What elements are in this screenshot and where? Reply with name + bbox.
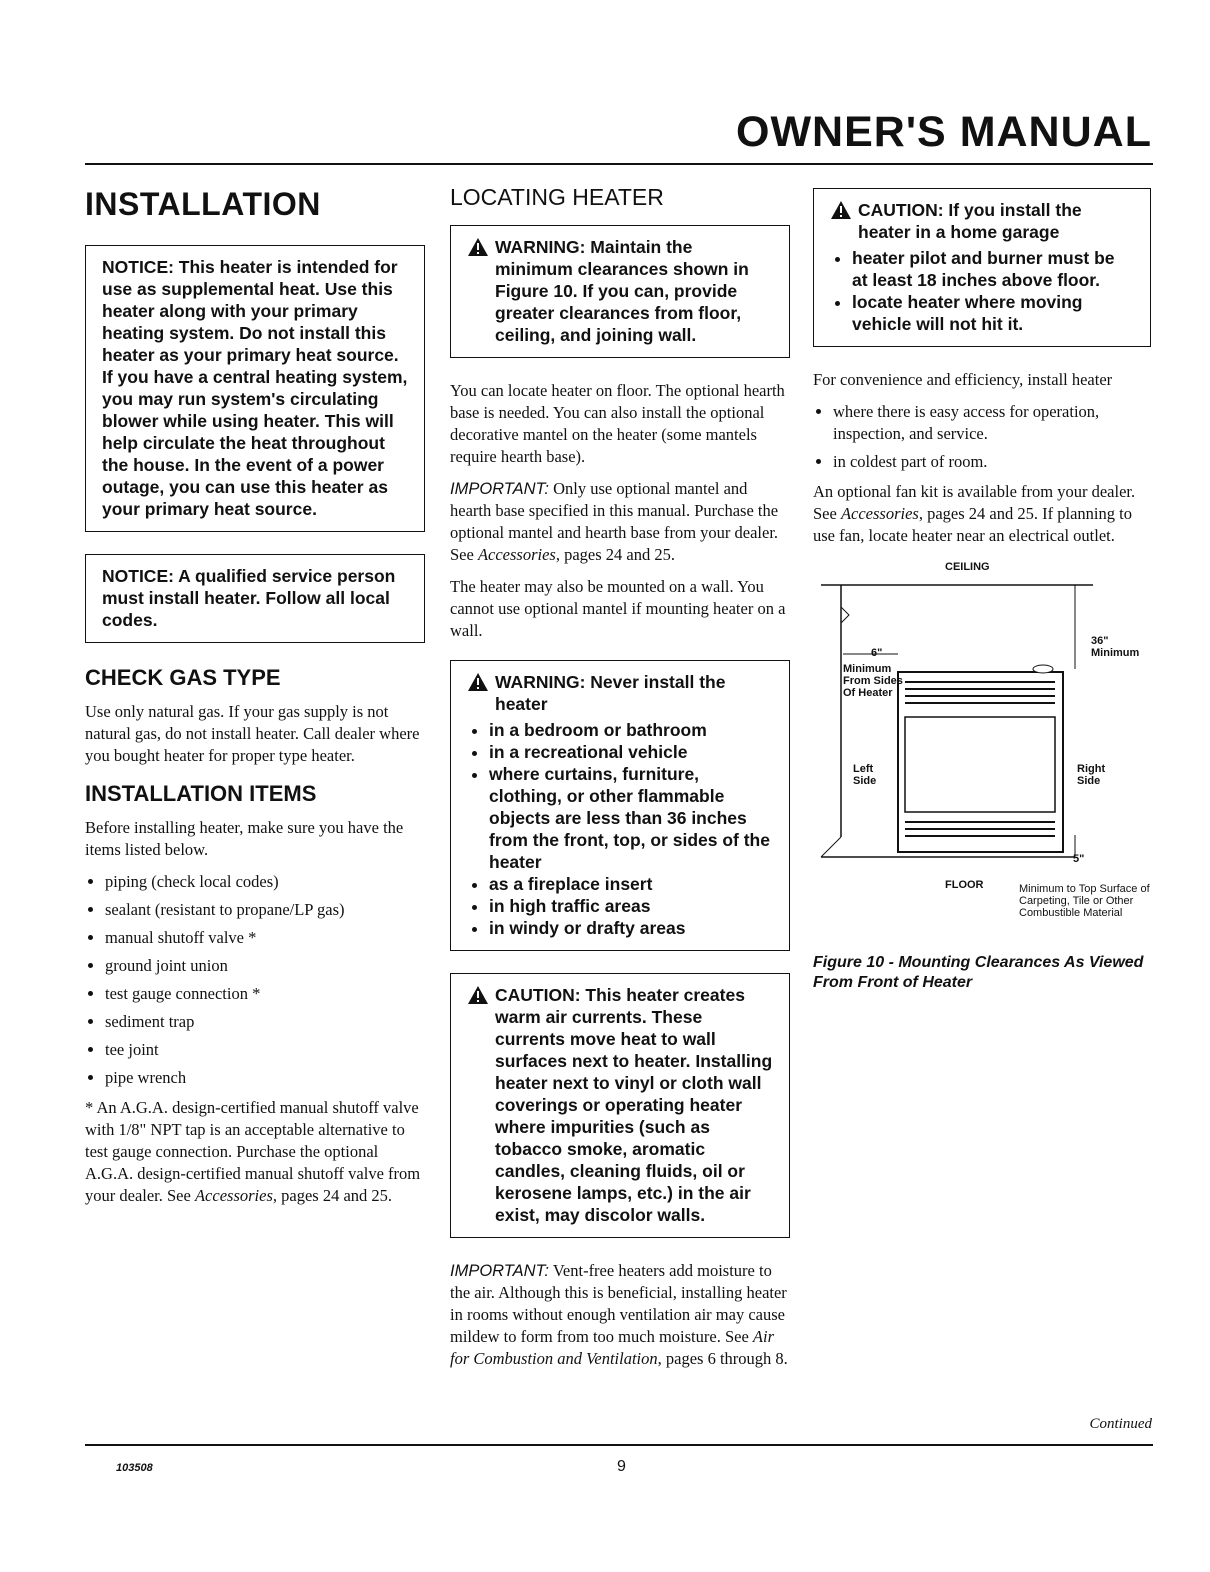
accessories-reference: Accessories (840, 504, 919, 523)
accessories-reference: Accessories (477, 545, 556, 564)
footer-divider (85, 1444, 1153, 1446)
list-item: • in windy or drafty areas (489, 917, 773, 939)
floor-label: FLOOR (945, 879, 984, 891)
important-label: IMPORTANT: (450, 480, 549, 498)
warning-triangle-icon (467, 985, 489, 1005)
bottom-clearance-label: 5" (1073, 853, 1085, 865)
heater-diagram (813, 557, 1151, 897)
convenience-list (813, 401, 1151, 473)
list-item: • ground joint union (105, 955, 425, 977)
top-clearance-label: 36" (1091, 635, 1109, 647)
fan-kit-text (813, 481, 1151, 547)
installation-heading: INSTALLATION (85, 186, 321, 222)
warning-never-install-list (467, 719, 773, 939)
page-header-title: OWNER'S MANUAL (736, 108, 1152, 156)
warning-triangle-icon (467, 237, 489, 257)
locating-heater-heading: LOCATING HEATER (450, 184, 664, 210)
footnote-pages: , pages 24 and 25. (272, 1186, 393, 1205)
notice-qualified-installer (85, 554, 425, 643)
caution-garage-title: CAUTION: If you install the heater in a home garage (858, 200, 1082, 242)
accessories-reference: Accessories (194, 1186, 273, 1205)
list-item: • in a recreational vehicle (489, 741, 773, 763)
installation-items-intro: Before installing heater, make sure you have the items listed below. (85, 818, 404, 859)
warning-clearances-text: WARNING: Maintain the minimum clearances shown in Figure 10. If you can, provide greater clearances from floor, ceiling, and joining wall. (495, 237, 749, 345)
air-for-combustion-reference: Air for Combustion and Ventilation (450, 1327, 774, 1368)
warning-triangle-icon (467, 672, 489, 692)
warning-triangle-icon (830, 200, 852, 220)
list-item: • heater pilot and burner must be at least 18 inches above floor. (852, 247, 1134, 291)
caution-line (467, 984, 773, 1226)
caution-garage-list (830, 247, 1134, 335)
list-item: • where there is easy access for operation, inspection, and service. (833, 401, 1151, 445)
column-right (813, 180, 1151, 993)
top-clearance-note: Minimum (1091, 647, 1140, 659)
notice-supplemental-heat (85, 245, 425, 532)
page-number: 9 (617, 1458, 626, 1475)
installation-items-heading: INSTALLATION ITEMS (85, 781, 317, 806)
list-item: • in a bedroom or bathroom (489, 719, 773, 741)
footnote-text: * An A.G.A. design-certified manual shutoff valve with 1/8" NPT tap is an acceptable alternative to test gauge connection. Purchase the optional A.G.A. design-certified manual shutoff valve from your dealer. See (85, 1098, 421, 1205)
list-item: • tee joint (105, 1039, 425, 1061)
list-item: • as a fireplace insert (489, 873, 773, 895)
side-clearance-note: Minimum From Sides Of Heater (843, 663, 903, 699)
header-divider (85, 163, 1153, 165)
important-moisture-note (450, 1260, 790, 1370)
list-item: • where curtains, furniture, clothing, or other flammable objects are less than 36 inches from the front, top, or sides of the heater (489, 763, 773, 873)
list-item: • in high traffic areas (489, 895, 773, 917)
list-item: • piping (check local codes) (105, 871, 425, 893)
list-item: • sediment trap (105, 1011, 425, 1033)
important-pages: , pages 6 through 8. (657, 1349, 788, 1368)
warning-line (467, 236, 773, 346)
important-mantel-note (450, 478, 790, 566)
installation-items-list (85, 871, 425, 1089)
caution-line (830, 199, 1134, 243)
column-middle (450, 180, 790, 1380)
warning-never-install-box (450, 660, 790, 951)
column-left (85, 180, 425, 1217)
bottom-clearance-note: Minimum to Top Surface of Carpeting, Tile or Other Combustible Material (1019, 883, 1150, 919)
caution-garage-box (813, 188, 1151, 347)
left-side-label: Left Side (853, 763, 877, 787)
list-item: • test gauge connection * (105, 983, 425, 1005)
list-item: • manual shutoff valve * (105, 927, 425, 949)
fan-kit-text-start: An optional fan kit is available from your dealer. See (813, 482, 1136, 523)
notice-supplemental-text: NOTICE: This heater is intended for use as supplemental heat. Use this heater along with your primary heating system. Do not install this heater as your primary heat source. If you have a central heating system, you may run system's circulating blower while using heater. This will help circulate the heat throughout the house. In the event of a power outage, you can use this heater as your primary heat source. (102, 257, 408, 519)
ceiling-label: CEILING (945, 561, 990, 573)
important-text: Vent-free heaters add moisture to the air. Although this is beneficial, installing heater in rooms without enough ventilation air may cause mildew to form from too much moisture. See (450, 1261, 787, 1346)
document-code: 103508 (116, 1462, 153, 1474)
list-item: • pipe wrench (105, 1067, 425, 1089)
important-label: IMPORTANT: (450, 1262, 549, 1280)
list-item: • sealant (resistant to propane/LP gas) (105, 899, 425, 921)
notice-qualified-text: NOTICE: A qualified service person must install heater. Follow all local codes. (102, 566, 396, 630)
check-gas-type-text: Use only natural gas. If your gas supply is not natural gas, do not install heater. Call dealer where you bought heater for proper type heater. (85, 702, 420, 765)
side-clearance-label: 6" (871, 647, 883, 659)
wall-mount-text: The heater may also be mounted on a wall. You cannot use optional mantel if mounting heater on a wall. (450, 577, 786, 640)
right-side-label: Right Side (1077, 763, 1106, 787)
list-item: • locate heater where moving vehicle will not hit it. (852, 291, 1134, 335)
list-item: • in coldest part of room. (833, 451, 1151, 473)
warning-never-install-title: WARNING: Never install the heater (495, 672, 726, 714)
important-text: Only use optional mantel and hearth base specified in this manual. Purchase the optional mantel and hearth base from your dealer. See (450, 479, 779, 564)
check-gas-type-heading: CHECK GAS TYPE (85, 665, 281, 690)
caution-air-currents-text: CAUTION: This heater creates warm air currents. These currents move heat to wall surfaces next to heater. Installing heater next to vinyl or cloth wall coverings or operating heater where impurities (such as tobacco smoke, aromatic candles, cleaning fluids, oil or kerosene lamps, etc.) in the air exist, may discolor walls. (495, 985, 773, 1225)
important-pages: , pages 24 and 25. (555, 545, 676, 564)
continued-label: Continued (1089, 1416, 1152, 1432)
mounting-clearances-figure (813, 557, 1151, 947)
fan-kit-text-end: , pages 24 and 25. If planning to use fan, locate heater near an electrical outlet. (813, 504, 1132, 545)
figure-caption: Figure 10 - Mounting Clearances As Viewed From Front of Heater (813, 954, 1144, 991)
shutoff-valve-footnote (85, 1097, 425, 1207)
warning-line (467, 671, 773, 715)
warning-clearances-box (450, 225, 790, 358)
locate-floor-text: You can locate heater on floor. The optional hearth base is needed. You can also install the optional decorative mantel on the heater (some mantels require hearth base). (450, 381, 785, 466)
caution-air-currents-box (450, 973, 790, 1238)
convenience-text: For convenience and efficiency, install heater (813, 370, 1113, 389)
